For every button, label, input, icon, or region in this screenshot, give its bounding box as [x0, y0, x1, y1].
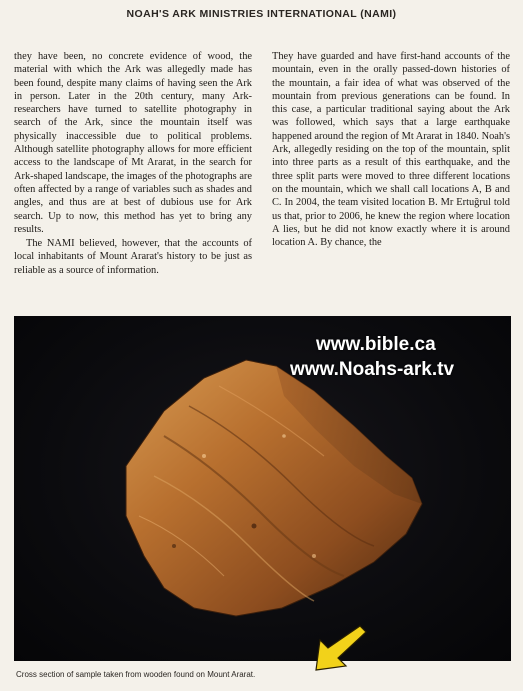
page-header: NOAH'S ARK MINISTRIES INTERNATIONAL (NAMI): [126, 8, 397, 20]
right-text-column: [272, 50, 510, 249]
yellow-arrow-icon: [312, 622, 368, 674]
left-text-column: [14, 50, 252, 277]
left-paragraph-1: they have been, no concrete evidence of wood, the material with which the Ark was allegedly made has been found, despite many claims of having seen the Ark in person. Later in the 20th century, many Ark-researchers have turned to satellite photography in search of the Ark, since the mountain itself was physically inaccessible due to political problems. Although satellite photography allows for more efficient access to the landscape of Mt Ararat, in the search for Ark-shaped landscape, the images of the photographs are often affected by a range of variables such as shades and angles, and thus are at best of dubious use for Ark search. Up to now, this method has yet to bring any results.: [14, 51, 252, 235]
watermark-noahs-ark-tv: www.Noahs-ark.tv: [290, 359, 455, 380]
left-paragraph-2: The NAMI believed, however, that the accounts of local inhabitants of Mount Ararat's history to be just as reliable as a source of information.: [14, 238, 252, 276]
right-paragraph-1: They have guarded and have first-hand accounts of the mountain, even in the orally passed-down histories of the mountain, a fair idea of what was observed of the mountain from previous generations can be found. In this case, a particular traditional saying about the Ark was followed, which says that a large earthquake happened around the region of Mt Ararat in 1840. Noah's Ark, allegedly residing on the top of the mountain, split into three parts as a result of this earthquake, and the three split parts were moved to three different locations on the mountain, which we shall call locations A, B and C. In 2004, the team visited location B. Mr Ertuğrul told us that, prior to 2006, he knew the region where location A lies, but he did not know exactly where it is around location A. By chance, the: [272, 51, 510, 249]
photo-caption: Cross section of sample taken from wooden found on Mount Ararat.: [16, 670, 256, 679]
watermark-bible-ca: www.bible.ca: [316, 334, 436, 355]
